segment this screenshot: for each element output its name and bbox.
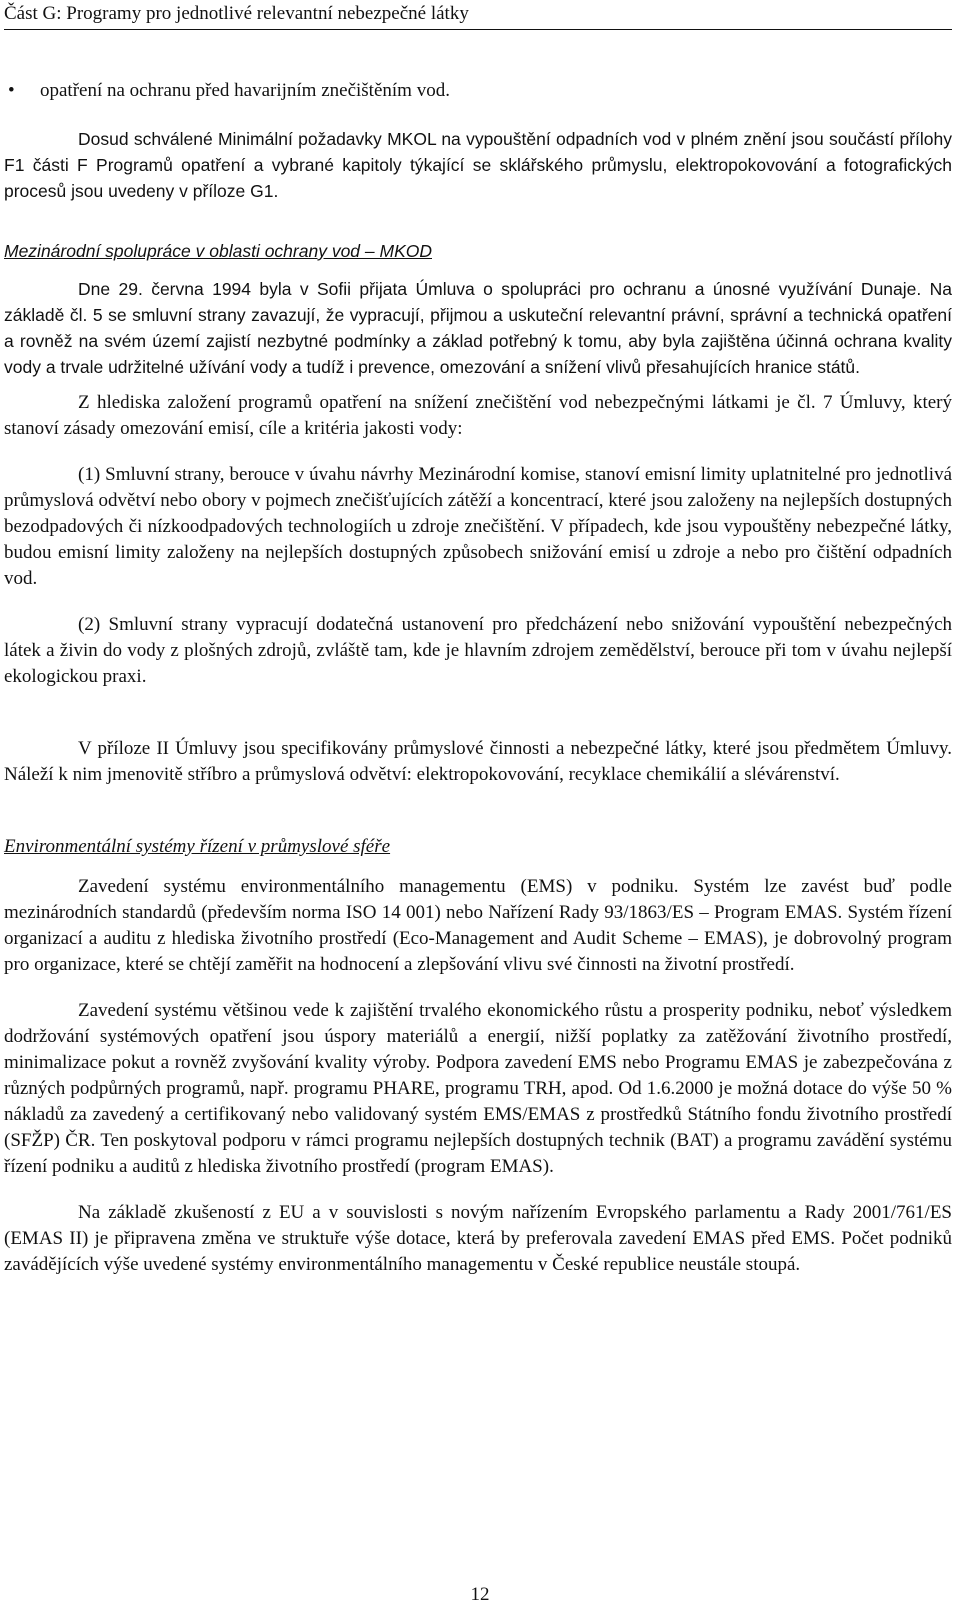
bullet-item <box>4 78 952 104</box>
paragraph-ems-benefits: Zavedení systému většinou vede k zajištění trvalého ekonomického růstu a prosperity podniku, neboť výsledkem dodržování systémových opatření jsou úspory materiálů a energií, nižší poplatky za zatěžování životního prostředí, minimalizace pokut a rovněž zvyšování kvality výroby. Podpora zavedení EMS nebo Programu EMAS je zabezpečována z různých podpůrných programů, např. programu PHARE, programu TRH, apod. Od 1.6.2000 je možná dotace do výše 50 % nákladů za zavedený a certifikovaný nebo validovaný systém EMS/EMAS z prostředků Státního fondu životního prostředí (SFŽP) ČR. Ten poskytoval podporu v rámci programu nejlepších dostupných technik (BAT) a programu zavádění systému řízení podniku a auditů z hlediska životního prostředí (program EMAS). <box>4 1000 952 1177</box>
intro-paragraph: Dosud schválené Minimální požadavky MKOL na vypouštění odpadních vod v plném znění jsou součástí přílohy F1 části F Programů opatření a vybrané kapitoly týkající se sklářského průmyslu, elektropokovování a fotografických procesů jsou uvedeny v příloze G1. <box>4 129 952 201</box>
section-heading-mkod: Mezinárodní spolupráce v oblasti ochrany vod – MKOD <box>4 241 432 261</box>
bullet-dot: • <box>8 80 15 101</box>
paragraph-emas-ii: Na základě zkušeností z EU a v souvislosti s novým nařízením Evropského parlamentu a Rady 2001/761/ES (EMAS II) je připravena změna ve struktuře výše dotace, která by preferovala zavedení EMAS před EMS. Počet podniků zavádějících výše uvedené systémy environmentálního managementu v České republice neustále stoupá. <box>4 1202 952 1275</box>
paragraph-ems-intro: Zavedení systému environmentálního managementu (EMS) v podniku. Systém lze zavést buď podle mezinárodních standardů (především norma ISO 14 001) nebo Nařízení Rady 93/1863/ES – Program EMAS. Systém řízení organizací a auditu z hlediska životního prostředí (Eco-Management and Audit Scheme – EMAS), je dobrovolný program pro organizace, které se chtějí zaměřit na hodnocení a zlepšování vlivu své činnosti na životní prostředí. <box>4 876 952 975</box>
document-body <box>4 78 952 1278</box>
page-number: 12 <box>470 1584 490 1605</box>
paragraph-sofia-convention: Dne 29. června 1994 byla v Sofii přijata Úmluva o spolupráci pro ochranu a únosné využívání Dunaje. Na základě čl. 5 se smluvní strany zavazují, že vypracují, přijmou a uskuteční relevantní právní, správní a technická opatření a rovněž na svém území zajistí nezbytné podmínky a základ potřebný k tomu, aby byla zajištěna účinná ochrana kvality vody a trvale udržitelné užívání vody a tudíž i prevence, omezování a snížení vlivů přesahujících hranice států. <box>4 279 952 377</box>
paragraph-annex-2: V příloze II Úmluvy jsou specifikovány průmyslové činnosti a nebezpečné látky, které jsou předmětem Úmluvy. Náleží k nim jmenovitě stříbro a průmyslová odvětví: elektropokovování, recyklace chemikálií a slévárenství. <box>4 738 952 785</box>
bullet-text: opatření na ochranu před havarijním znečištěním vod. <box>40 80 450 101</box>
paragraph-article-7: Z hlediska založení programů opatření na snížení znečištění vod nebezpečnými látkami je čl. 7 Úmluvy, který stanoví zásady omezování emisí, cíle a kritéria jakosti vody: <box>4 392 952 439</box>
paragraph-clause-1: (1) Smluvní strany, berouce v úvahu návrhy Mezinárodní komise, stanoví emisní limity uplatnitelné pro jednotlivá průmyslová odvětví nebo obory v pojmech znečišťujících zátěží a koncentrací, které jsou založeny na nejlepších dostupných bezodpadových či nízkoodpadových technologiích u zdroje znečištění. V případech, kde jsou vypouštěny nebezpečné látky, budou emisní limity založeny na nejlepších dostupných způsobech snižování emisí u zdroje a nebo pro čištění odpadních vod. <box>4 464 952 589</box>
page-header: Část G: Programy pro jednotlivé relevantní nebezpečné látky <box>4 2 952 30</box>
section-heading-ems: Environmentální systémy řízení v průmyslové sféře <box>4 836 391 857</box>
paragraph-clause-2: (2) Smluvní strany vypracují dodatečná ustanovení pro předcházení nebo snižování vypouštění nebezpečných látek a živin do vody z plošných zdrojů, zvláště tam, kde je hlavním zdrojem zemědělství, berouce při tom v úvahu nejlepší ekologickou praxi. <box>4 614 952 687</box>
